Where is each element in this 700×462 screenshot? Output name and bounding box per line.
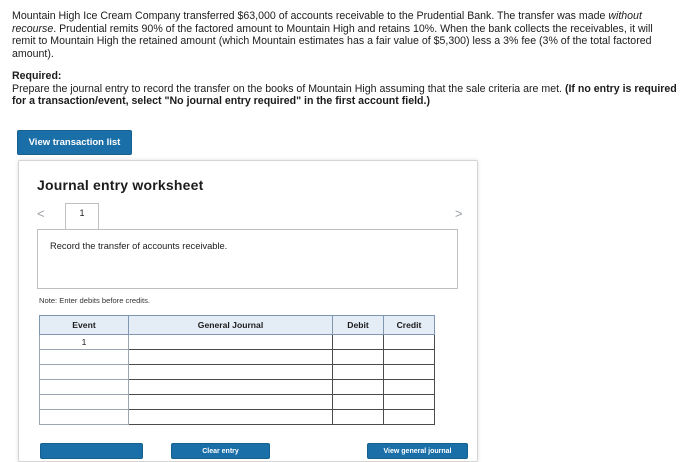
worksheet-title: Journal entry worksheet xyxy=(37,177,204,193)
event-cell: 1 xyxy=(40,335,129,350)
note-text: Note: Enter debits before credits. xyxy=(39,296,151,305)
account-field[interactable] xyxy=(129,350,333,365)
record-entry-button[interactable] xyxy=(40,443,143,459)
clear-entry-button[interactable]: Clear entry xyxy=(171,443,270,459)
credit-field[interactable] xyxy=(384,380,435,395)
chevron-left-icon[interactable]: < xyxy=(37,206,45,221)
event-cell xyxy=(40,365,129,380)
debit-field[interactable] xyxy=(333,365,384,380)
problem-text-1: Mountain High Ice Cream Company transferred $63,000 of accounts receivable to the Prudential Bank. The transfer was made xyxy=(12,10,609,22)
account-field[interactable] xyxy=(129,365,333,380)
problem-italic: without recourse xyxy=(12,10,642,35)
table-row xyxy=(40,410,435,425)
event-cell xyxy=(40,410,129,425)
table-row xyxy=(40,365,435,380)
chevron-right-icon[interactable]: > xyxy=(455,206,463,221)
required-title: Required: xyxy=(12,70,62,82)
journal-entry-table xyxy=(39,315,435,425)
task-description-box xyxy=(37,229,458,289)
column-header-debit: Debit xyxy=(333,316,384,335)
problem-statement xyxy=(12,10,672,60)
account-field[interactable] xyxy=(129,410,333,425)
account-field[interactable] xyxy=(129,395,333,410)
table-row xyxy=(40,335,435,350)
debit-field[interactable] xyxy=(333,350,384,365)
credit-field[interactable] xyxy=(384,395,435,410)
credit-field[interactable] xyxy=(384,410,435,425)
event-cell xyxy=(40,395,129,410)
problem-text-2: . Prudential remits 90% of the factored amount to Mountain High and retains 10%. When the bank collects the receivables, it will remit to Mountain High the retained amount (which Mountain estimates has a fair value of $5,300) less a 3% fee (3% of the total factored amount). xyxy=(12,22,653,60)
required-section xyxy=(12,70,682,108)
required-instruction: (If no entry is required for a transaction/event, select "No journal entry required" in the first account field.) xyxy=(12,82,677,108)
account-field[interactable] xyxy=(129,380,333,395)
column-header-credit: Credit xyxy=(384,316,435,335)
view-transaction-list-button[interactable]: View transaction list xyxy=(17,130,132,155)
account-field[interactable] xyxy=(129,335,333,350)
event-cell xyxy=(40,350,129,365)
task-description: Record the transfer of accounts receivable. xyxy=(50,241,228,251)
journal-entry-worksheet xyxy=(18,160,478,462)
page-tab-1[interactable]: 1 xyxy=(65,203,99,229)
debit-field[interactable] xyxy=(333,395,384,410)
debit-field[interactable] xyxy=(333,410,384,425)
column-header-general-journal: General Journal xyxy=(129,316,333,335)
debit-field[interactable] xyxy=(333,335,384,350)
table-row xyxy=(40,380,435,395)
required-text: Prepare the journal entry to record the transfer on the books of Mountain High assuming that the sale criteria are met. xyxy=(12,82,565,95)
credit-field[interactable] xyxy=(384,365,435,380)
view-general-journal-button[interactable]: View general journal xyxy=(367,443,468,459)
table-row xyxy=(40,395,435,410)
column-header-event: Event xyxy=(40,316,129,335)
credit-field[interactable] xyxy=(384,350,435,365)
credit-field[interactable] xyxy=(384,335,435,350)
event-cell xyxy=(40,380,129,395)
debit-field[interactable] xyxy=(333,380,384,395)
table-row xyxy=(40,350,435,365)
